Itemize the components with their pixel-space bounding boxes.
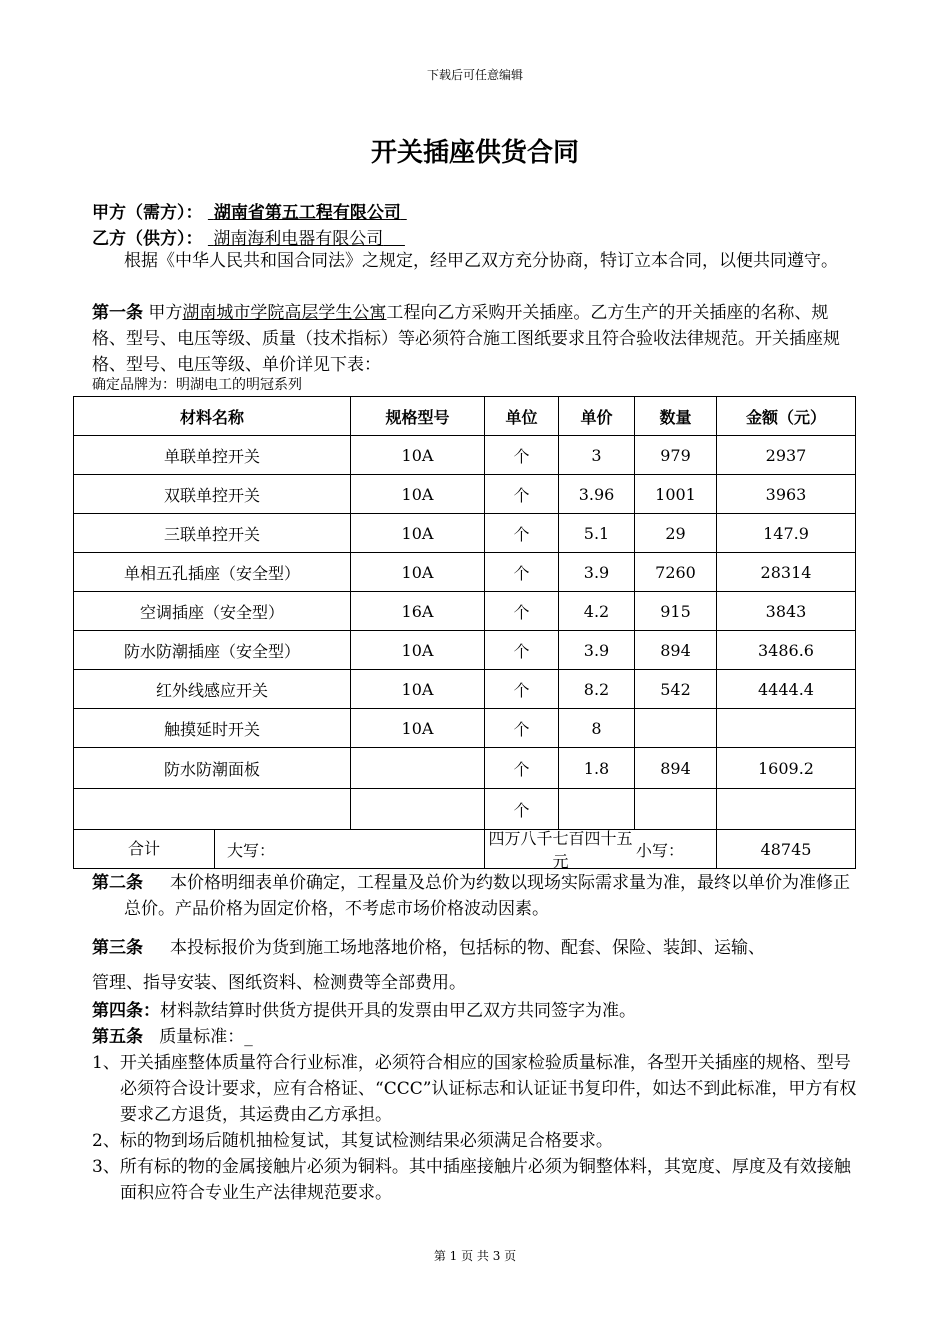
cell-qty (635, 789, 717, 830)
cell-spec (351, 748, 485, 789)
table-row (74, 553, 856, 592)
table-row (74, 789, 856, 830)
article-4-label: 第四条： (92, 1001, 160, 1021)
col-header-unit: 单位 (485, 397, 559, 436)
cell-price: 3.96 (559, 475, 635, 514)
cell-unit: 个 (485, 436, 559, 475)
cell-qty: 894 (635, 748, 717, 789)
total-label: 合计 (74, 830, 215, 868)
table-row (74, 514, 856, 553)
col-header-amount: 金额（元） (717, 397, 856, 436)
col-header-price: 单价 (559, 397, 635, 436)
cell-qty (635, 709, 717, 748)
table-row (74, 748, 856, 789)
party-a-line (92, 200, 407, 226)
table-row (74, 670, 856, 709)
col-header-spec: 规格型号 (351, 397, 485, 436)
cell-unit: 个 (485, 514, 559, 553)
cell-spec: 10A (351, 475, 485, 514)
cell-unit: 个 (485, 631, 559, 670)
cell-name: 单联单控开关 (74, 436, 351, 475)
cell-price: 4.2 (559, 592, 635, 631)
table-row (74, 592, 856, 631)
cell-qty: 29 (635, 514, 717, 553)
price-table (73, 396, 856, 869)
brand-note: 确定品牌为：明湖电工的明冠系列 (92, 377, 302, 393)
header-note: 下载后可任意编辑 (426, 68, 523, 82)
quality-item-2: 2、标的物到场后随机抽检复试，其复试检测结果必须满足合格要求。 (92, 1131, 613, 1151)
cell-amount: 3486.6 (717, 631, 856, 670)
article-4 (92, 998, 636, 1024)
article-2-label: 第二条 (92, 873, 143, 893)
total-upper-label: 大写： (227, 840, 276, 860)
cell-amount: 1609.2 (717, 748, 856, 789)
cell-amount: 2937 (717, 436, 856, 475)
cell-unit: 个 (485, 475, 559, 514)
cell-amount: 4444.4 (717, 670, 856, 709)
cell-amount (717, 789, 856, 830)
article-3-text1: 本投标报价为货到施工场地落地价格，包括标的物、配套、保险、装卸、运输、 (170, 938, 766, 958)
cell-qty: 542 (635, 670, 717, 709)
cell-qty: 1001 (635, 475, 717, 514)
cell-spec: 10A (351, 631, 485, 670)
article-4-text: 材料款结算时供货方提供开具的发票由甲乙双方共同签字为准。 (160, 1001, 636, 1021)
col-header-qty: 数量 (635, 397, 717, 436)
cell-unit: 个 (485, 592, 559, 631)
col-header-name: 材料名称 (74, 397, 351, 436)
page-footer: 第 1 页 共 3 页 (433, 1249, 517, 1263)
article-3-label: 第三条 (92, 938, 143, 958)
table-row (74, 631, 856, 670)
cell-spec: 10A (351, 514, 485, 553)
party-a-value: 湖南省第五工程有限公司 (213, 203, 401, 223)
cell-unit: 个 (485, 553, 559, 592)
total-row (74, 830, 856, 869)
total-upper-cell (485, 830, 717, 869)
cell-amount (717, 709, 856, 748)
cell-spec: 10A (351, 709, 485, 748)
cell-unit: 个 (485, 670, 559, 709)
cell-spec: 10A (351, 553, 485, 592)
article-5 (92, 1024, 253, 1050)
cell-name: 防水防潮插座（安全型） (74, 631, 351, 670)
cell-name: 空调插座（安全型） (74, 592, 351, 631)
cell-name: 三联单控开关 (74, 514, 351, 553)
cell-name: 触摸延时开关 (74, 709, 351, 748)
cell-unit: 个 (485, 748, 559, 789)
article-1-label: 第一条 (92, 303, 143, 323)
cell-amount: 3843 (717, 592, 856, 631)
cell-name: 双联单控开关 (74, 475, 351, 514)
cell-price: 3.9 (559, 553, 635, 592)
cell-price: 8 (559, 709, 635, 748)
party-a-label: 甲方（需方）： (92, 203, 203, 223)
article-5-text: 质量标准：_ (159, 1027, 253, 1047)
article-1: 第一条 甲方湖南城市学院高层学生公寓工程向乙方采购开关插座。乙方生产的开关插座的名称、规格、型号、电压等级、质量（技术指标）等必须符合施工图纸要求且符合验收法律规范。开关插座规格、型号、电压等级、单价详见下表： (92, 303, 840, 375)
cell-qty: 915 (635, 592, 717, 631)
cell-qty: 894 (635, 631, 717, 670)
cell-price: 1.8 (559, 748, 635, 789)
cell-name: 红外线感应开关 (74, 670, 351, 709)
cell-price: 3 (559, 436, 635, 475)
article-3-line2: 管理、指导安装、图纸资料、检测费等全部费用。 (92, 973, 466, 993)
cell-amount: 147.9 (717, 514, 856, 553)
article-2 (92, 870, 860, 922)
article-3-line1 (92, 935, 765, 961)
cell-unit: 个 (485, 789, 559, 830)
cell-price: 8.2 (559, 670, 635, 709)
document-title: 开关插座供货合同 (370, 138, 579, 168)
total-lower-value: 48745 (717, 830, 856, 869)
project-name: 湖南城市学院高层学生公寓 (182, 303, 387, 323)
article-1-text: 工程向乙方采购开关插座。乙方生产的开关插座的名称、规格、型号、电压等级、质量（技术指标）等必须符合施工图纸要求且符合验收法律规范。开关插座规格、型号、电压等级、单价详见下表： (92, 303, 840, 375)
table-row (74, 475, 856, 514)
total-label-cell (74, 830, 485, 869)
cell-spec (351, 789, 485, 830)
cell-spec: 10A (351, 436, 485, 475)
cell-amount: 28314 (717, 553, 856, 592)
cell-price: 5.1 (559, 514, 635, 553)
intro-paragraph: 根据《中华人民共和国合同法》之规定，经甲乙双方充分协商，特订立本合同，以便共同遵守。 (124, 251, 838, 271)
quality-item-1: 1、开关插座整体质量符合行业标准，必须符合相应的国家检验质量标准，各型开关插座的规格、型号必须符合设计要求，应有合格证、“CCC”认证标志和认证证书复印件，如达不到此标准，甲方有权要求乙方退货，其运费由乙方承担。 (92, 1053, 857, 1125)
party-b-label: 乙方（供方）： (92, 229, 203, 249)
cell-name (74, 789, 351, 830)
cell-name: 单相五孔插座（安全型） (74, 553, 351, 592)
cell-spec: 10A (351, 670, 485, 709)
table-header-row (74, 397, 856, 436)
table-row (74, 436, 856, 475)
cell-spec: 16A (351, 592, 485, 631)
cell-name: 防水防潮面板 (74, 748, 351, 789)
party-b-value: 湖南海利电器有限公司 (213, 229, 384, 249)
cell-qty: 7260 (635, 553, 717, 592)
article-2-text: 本价格明细表单价确定，工程量及总价为约数以现场实际需求量为准，最终以单价为准修正总价。产品价格为固定价格，不考虑市场价格波动因素。 (124, 873, 851, 919)
cell-price: 3.9 (559, 631, 635, 670)
quality-item-3: 3、所有标的物的金属接触片必须为铜料。其中插座接触片必须为铜整体料，其宽度、厚度及有效接触面积应符合专业生产法律规范要求。 (92, 1157, 851, 1203)
cell-qty: 979 (635, 436, 717, 475)
cell-price (559, 789, 635, 830)
article-5-label: 第五条 (92, 1027, 143, 1047)
cell-amount: 3963 (717, 475, 856, 514)
cell-unit: 个 (485, 709, 559, 748)
table-row (74, 709, 856, 748)
total-lower-label: 小写： (636, 840, 685, 860)
total-upper-value: 四万八千七百四十五元 (488, 829, 633, 871)
